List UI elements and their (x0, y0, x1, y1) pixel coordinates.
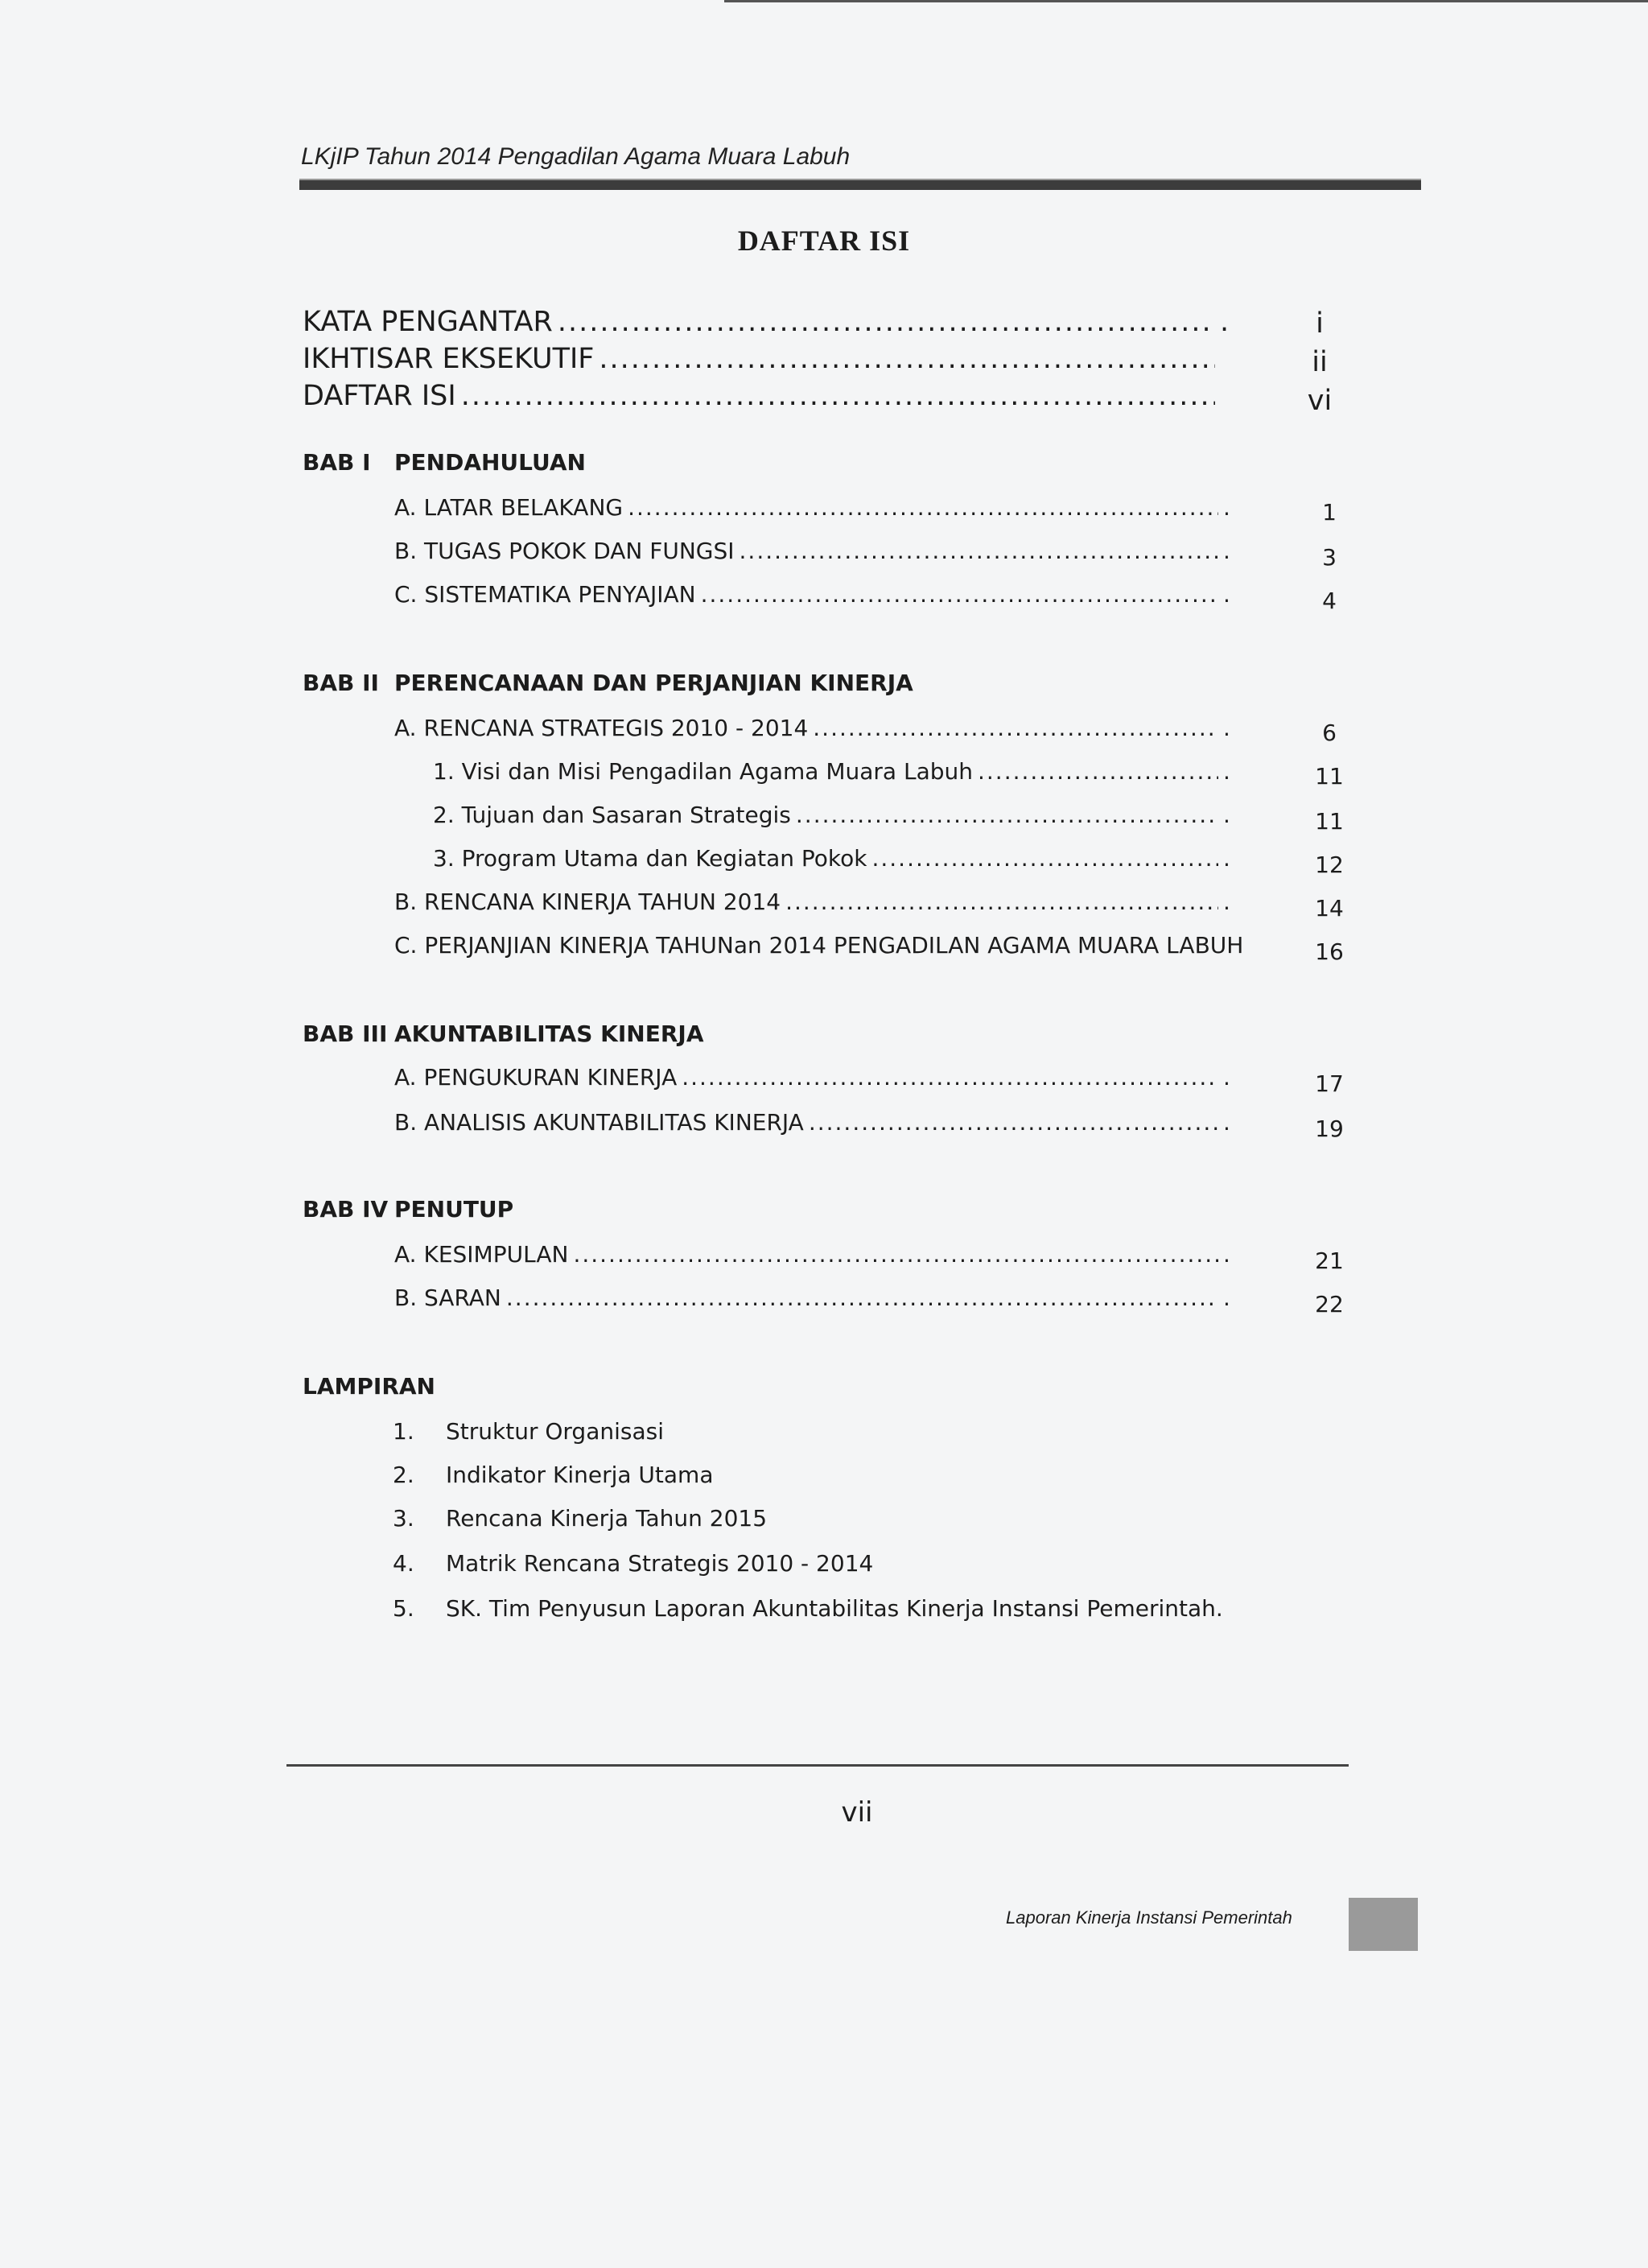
chapter-title: PERENCANAAN DAN PERJANJIAN KINERJA (394, 670, 913, 696)
toc-entry: A. PENGUKURAN KINERJA ..... . (394, 1064, 1239, 1091)
toc-page: 12 (1315, 852, 1344, 878)
chapter-title: PENDAHULUAN (394, 449, 586, 476)
appendix-title: LAMPIRAN (303, 1373, 435, 1400)
chapter-title: PENUTUP (394, 1196, 514, 1223)
toc-entry: 3. Program Utama dan Kegiatan Pokok ..... . (433, 845, 1239, 872)
toc-entry-kata-pengantar: KATA PENGANTAR ..... . (303, 306, 1236, 338)
toc-page: 14 (1315, 895, 1344, 922)
chapter-code: BAB IV (303, 1196, 389, 1223)
toc-entry: B. RENCANA KINERJA TAHUN 2014 ..... . (394, 889, 1239, 915)
appendix-item: 3. Rencana Kinerja Tahun 2015 (393, 1505, 768, 1532)
toc-page: 4 (1322, 588, 1337, 614)
toc-entry-daftar-isi: DAFTAR ISI ..... (303, 380, 1220, 412)
toc-entry-ikhtisar: IKHTISAR EKSEKUTIF ..... (303, 343, 1220, 375)
footer-gray-block (1349, 1898, 1418, 1951)
toc-page: 11 (1315, 763, 1344, 790)
appendix-item: 2. Indikator Kinerja Utama (393, 1462, 714, 1488)
toc-page: 22 (1315, 1291, 1344, 1318)
toc-entry: B. ANALISIS AKUNTABILITAS KINERJA ..... . (394, 1109, 1239, 1136)
chapter-title: AKUNTABILITAS KINERJA (394, 1021, 704, 1047)
header-rule (299, 179, 1421, 190)
toc-page: ii (1312, 346, 1328, 378)
toc-entry: C. SISTEMATIKA PENYAJIAN ..... . (394, 581, 1239, 608)
running-header: LKjIP Tahun 2014 Pengadilan Agama Muara Labuh (301, 143, 851, 170)
toc-entry: B. TUGAS POKOK DAN FUNGSI ..... . (394, 538, 1239, 564)
footer-rule (286, 1764, 1349, 1767)
toc-entry: 2. Tujuan dan Sasaran Strategis ..... . (433, 802, 1239, 828)
toc-page: 6 (1322, 720, 1337, 746)
toc-page: 16 (1315, 938, 1344, 965)
toc-page: 3 (1322, 544, 1337, 571)
toc-page: 11 (1315, 808, 1344, 835)
toc-page: vi (1307, 385, 1333, 417)
chapter-code: BAB III (303, 1021, 388, 1047)
appendix-item: 1. Struktur Organisasi (393, 1418, 664, 1445)
appendix-item: 4. Matrik Rencana Strategis 2010 - 2014 (393, 1550, 874, 1577)
toc-entry: A. KESIMPULAN ..... . (394, 1241, 1239, 1268)
running-footer: Laporan Kinerja Instansi Pemerintah (1006, 1907, 1292, 1928)
toc-page: i (1316, 307, 1324, 340)
page-number: vii (841, 1796, 873, 1829)
toc-entry: A. RENCANA STRATEGIS 2010 - 2014 ..... . (394, 715, 1239, 741)
toc-page: 1 (1322, 499, 1337, 526)
toc-page: 19 (1315, 1115, 1344, 1142)
toc-entry: C. PERJANJIAN KINERJA TAHUNan 2014 PENGADILAN AGAMA MUARA LABUH (394, 932, 1244, 959)
page-title: DAFTAR ISI (737, 225, 911, 257)
toc-entry: B. SARAN ..... . (394, 1285, 1239, 1311)
scan-edge (724, 0, 1648, 2)
toc-entry: A. LATAR BELAKANG ..... . (394, 494, 1239, 521)
chapter-code: BAB I (303, 449, 371, 476)
toc-page: 21 (1315, 1247, 1344, 1274)
toc-entry: 1. Visi dan Misi Pengadilan Agama Muara Labuh ..... . (433, 758, 1239, 785)
chapter-code: BAB II (303, 670, 379, 696)
appendix-item: 5. SK. Tim Penyusun Laporan Akuntabilitas Kinerja Instansi Pemerintah. (393, 1595, 1223, 1622)
toc-page: 17 (1315, 1070, 1344, 1097)
